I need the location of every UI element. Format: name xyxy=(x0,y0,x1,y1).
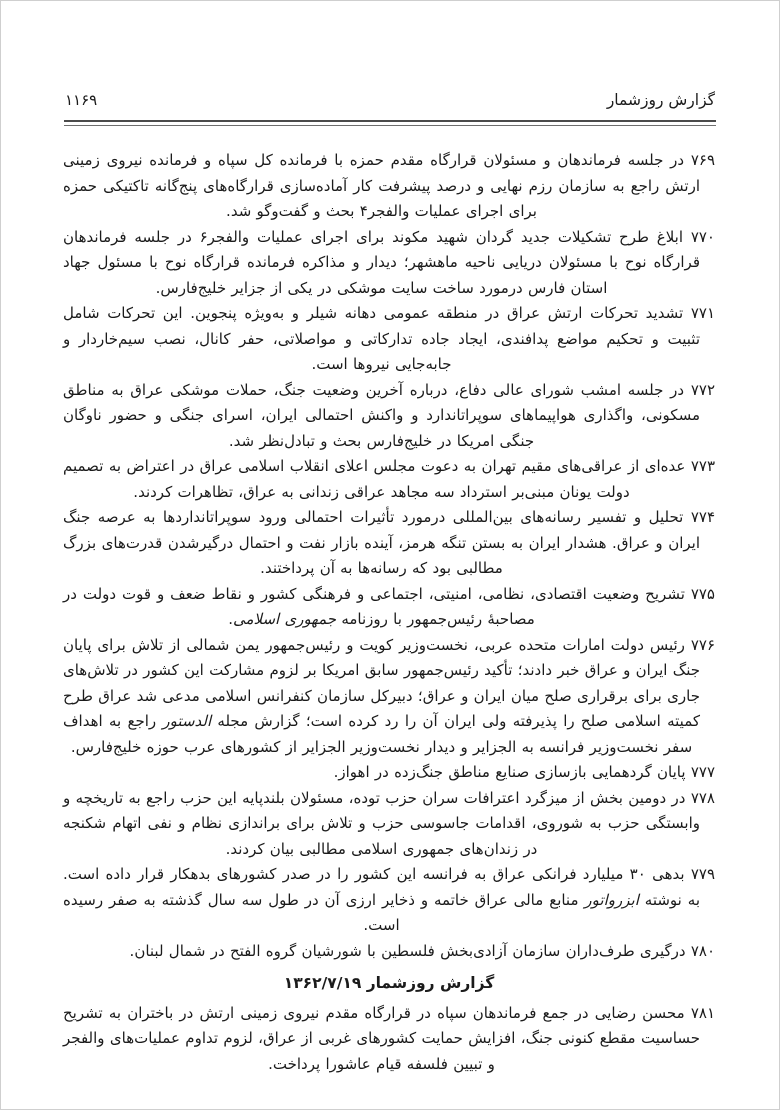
entry-text: در جلسه فرماندهان و مسئولان قرارگاه مقدم حمزه با فرمانده کل سپاه و فرمانده نیروی زمینی ارتش راجع به سازمان رزم نهایی و درصد پیشرفت کار آماده‌سازی قرارگاه‌های پنج‌گانه تاکتیکی حمزه برای اجرای عملیات والفجر۴ بحث و گفت‌وگو شد. xyxy=(63,151,700,220)
report-entry-772 xyxy=(63,378,715,455)
entry-number: ۷۸۱ xyxy=(690,1003,715,1022)
entry-number: ۷۷۴ xyxy=(690,508,715,526)
report-entry-773 xyxy=(63,454,715,505)
report-entry-771 xyxy=(63,301,715,378)
entry-text: تحلیل و تفسیر رسانه‌های بین‌المللی درمورد تأثیرات احتمالی ورود سوپراتانداردها به عرصه جنگ ایران و عراق. هشدار ایران به بستن تنگه هرمز، آینده بازار نفت و احتمال درگیرشدن قدرت‌های بزرگ مطالبی بود که رسانه‌ها به آن پرداختند. xyxy=(63,508,700,577)
entry-number: ۷۷۲ xyxy=(690,380,715,399)
entry-number: ۷۷۶ xyxy=(690,635,715,654)
entry-text: رئیس دولت امارات متحده عربی، نخست‌وزیر کویت و رئیس‌جمهور یمن شمالی از تلاش برای پایان جنگ ایران و عراق خبر دادند؛ تأکید رئیس‌جمهور سابق امریکا بر لزوم مشارکت این کشور در تلاش‌های جاری برای برقراری صلح میان ایران و عراق؛ دبیرکل سازمان کنفرانس اسلامی مدعی شد عراق طرح کمیته اسلامی صلح را پذیرفته ولی ایران آن را رد کرده است؛ گزارش مجله الدستور راجع به اهداف سفر نخست‌وزیر فرانسه به الجزایر و دیدار نخست‌وزیر الجزایر از کشورهای عرب حوزه خلیج‌فارس. xyxy=(63,635,701,756)
entry-number: ۷۷۷ xyxy=(690,763,715,781)
entry-number: ۷۸۰ xyxy=(690,941,715,960)
report-entry-776 xyxy=(63,633,715,761)
report-entry-778 xyxy=(63,786,715,863)
report-entry-769 xyxy=(63,148,715,225)
entry-text: تشدید تحرکات ارتش عراق در منطقه عمومی دهانه شیلر و به‌ویژه پنجوین. این تحرکات شامل تثبیت و تحکیم مواضع پدافندی، ایجاد جاده تدارکاتی و مواصلاتی، حفر کانال، نصب سیم‌خاردار و جابه‌جایی نیروها است. xyxy=(63,304,700,373)
running-header-title: گزارش روزشمار xyxy=(606,91,715,109)
report-entry-774 xyxy=(63,505,715,582)
report-entry-781 xyxy=(63,1001,715,1078)
entry-text: تشریح وضعیت اقتصادی، نظامی، امنیتی، اجتماعی و فرهنگی کشور و نقاط ضعف و قوت دولت در مصاحبهٔ رئیس‌جمهور با روزنامه جمهوری اسلامی. xyxy=(63,584,685,628)
entry-text: بدهی ۳۰ میلیارد فرانکی عراق به فرانسه این کشور را در صدر کشورهای بدهکار قرار داده است. به نوشته ابزرواتور منابع مالی عراق خاتمه و ذخایر ارزی آن در طول سه سال گذشته به صفر رسیده است. xyxy=(63,865,700,934)
entry-text: عده‌ای از عراقی‌های مقیم تهران به دعوت مجلس اعلای انقلاب اسلامی عراق در اعتراض به تصمیم دولت یونان مبنی‌بر استرداد سه مجاهد عراقی زندانی به عراق، تظاهرات کردند. xyxy=(63,457,686,501)
entry-number: ۷۷۸ xyxy=(690,788,715,807)
entry-number: ۷۷۱ xyxy=(690,304,715,322)
report-entry-775 xyxy=(63,582,715,633)
report-entries xyxy=(63,148,715,1077)
entry-number: ۷۷۹ xyxy=(690,865,715,883)
entry-number: ۷۷۳ xyxy=(690,457,715,475)
entry-number: ۷۷۵ xyxy=(690,584,715,603)
header-rule xyxy=(64,120,716,126)
entry-text: درگیری طرف‌داران سازمان آزادی‌بخش فلسطین با شورشیان گروه الفتح در شمال لبنان. xyxy=(129,941,686,960)
entry-text: محسن رضایی در جمع فرماندهان سپاه در قرارگاه مقدم نیروی زمینی ارتش در باختران به تشریح حساسیت مقطع کنونی جنگ، افزایش حمایت کشورهای غربی از عراق، لزوم تداوم عملیات‌های والفجر و تبیین فلسفه قیام عاشورا پرداخت. xyxy=(63,1003,700,1073)
page-number: ۱۱۶۹ xyxy=(65,91,98,109)
report-entry-779 xyxy=(63,862,715,939)
section-heading: گزارش روزشمار ۱۳۶۲/۷/۱۹ xyxy=(283,974,495,992)
running-header xyxy=(65,91,715,109)
report-entry-770 xyxy=(63,225,715,302)
entry-text: ابلاغ طرح تشکیلات جدید گردان شهید مکوند برای اجرای عملیات والفجر۶ در جلسه فرماندهان قرارگاه نوح با مسئولان دریایی ناحیه ماهشهر؛ دیدار و مذاکره فرمانده قرارگاه نوح با مسئول جهاد استان فارس درمورد ساخت سایت موشکی در یکی از جزایر خلیج‌فارس. xyxy=(63,227,700,297)
entry-number: ۷۶۹ xyxy=(690,151,715,169)
entry-number: ۷۷۰ xyxy=(690,227,715,246)
report-entry-780 xyxy=(63,939,715,965)
entry-text: در جلسه امشب شورای عالی دفاع، درباره آخرین وضعیت جنگ، حملات موشکی عراق به مناطق مسکونی، واگذاری هواپیماهای سوپراتاندارد و واکنش احتمالی ایران، اسرای جنگی و حضور ناوگان جنگی امریکا در خلیج‌فارس بحث و تبادل‌نظر شد. xyxy=(63,380,700,450)
report-entry-777 xyxy=(63,760,715,786)
entry-text: پایان گردهمایی بازسازی صنایع مناطق جنگ‌زده در اهواز. xyxy=(333,763,686,781)
entry-text: در دومین بخش از میزگرد اعترافات سران حزب توده، مسئولان بلندپایه این حزب راجع به تاریخچه و وابستگی حزب به شوروی، اقدامات جاسوسی حزب و تلاش برای براندازی نظام و نفی اتهام شکنجه در زندان‌های جمهوری اسلامی مطالبی بیان کردند. xyxy=(63,788,700,858)
